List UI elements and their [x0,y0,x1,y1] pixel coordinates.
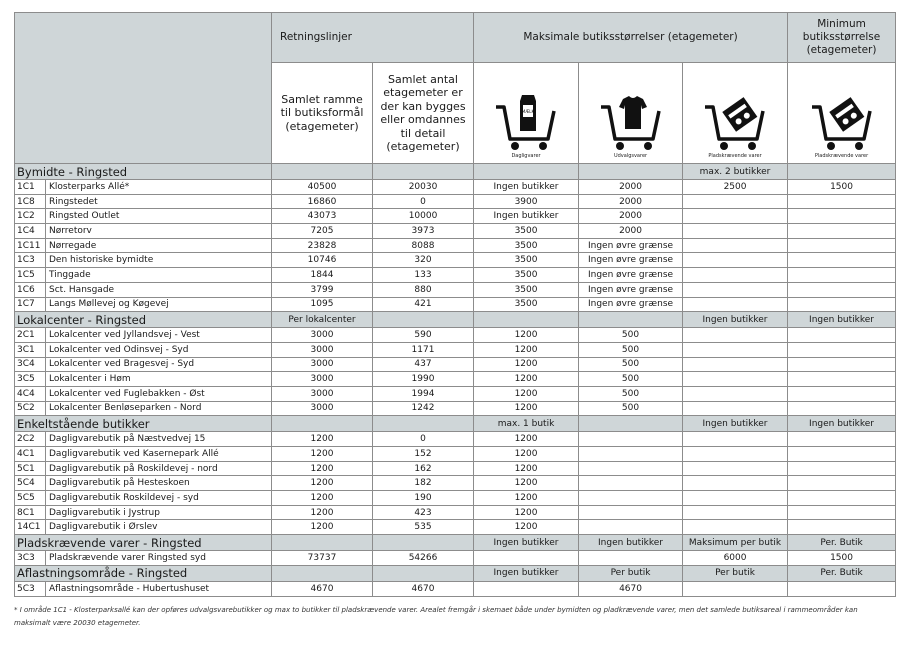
area-name: Ringsted Outlet [46,209,272,224]
table-cell [788,372,896,387]
table-cell: 500 [579,357,683,372]
table-row [15,238,896,253]
area-name: Nørregade [46,238,272,253]
table-cell [788,476,896,491]
table-cell [788,268,896,283]
area-name: Tinggade [46,268,272,283]
table-cell: Ingen øvre grænse [579,268,683,283]
section-note [272,565,373,581]
section-note [373,416,474,432]
table-cell: 3900 [474,194,579,209]
table-cell [683,461,788,476]
footnote: * I område 1C1 - Klosterparksallé kan der opføres udvalgsvarebutikker og max to butikker til pladskrævende varer. Arealet fremgår i skemaet både under bymidten og pladkrævende varer, men det samlede butiksareal i rammeområder kan maksimalt være 20030 etagemeter. [14,606,858,627]
area-name: Lokalcenter Benløseparken - Nord [46,401,272,416]
table-cell: 162 [373,461,474,476]
table-row [15,253,896,268]
milk-cart-icon [490,91,562,153]
table-cell [683,520,788,535]
table-cell [683,386,788,401]
area-name: Dagligvarebutik på Hesteskoen [46,476,272,491]
table-cell: 320 [373,253,474,268]
section-header [15,565,896,581]
header-minimum: Minimum butiksstørrelse (etagemeter) [788,13,896,63]
table-cell [683,581,788,596]
section-note: Per lokalcenter [272,312,373,328]
section-header [15,535,896,551]
icon-caption: Dagligvarer [511,153,541,159]
table-cell [683,372,788,387]
table-cell [683,224,788,239]
table-cell: 3000 [272,372,373,387]
table-cell [683,194,788,209]
table-cell [788,282,896,297]
area-name: Lokalcenter ved Jyllandsvej - Vest [46,328,272,343]
area-name: Aflastningsområde - Hubertushuset [46,581,272,596]
table-row [15,551,896,566]
table-cell: 3500 [474,297,579,312]
area-code: 14C1 [15,520,46,535]
section-header [15,164,896,180]
table-row [15,297,896,312]
section-header [15,416,896,432]
table-cell [683,401,788,416]
table-row [15,357,896,372]
table-cell: Ingen øvre grænse [579,238,683,253]
table-cell: 500 [579,401,683,416]
table-cell: 1200 [272,447,373,462]
section-note: max. 2 butikker [683,164,788,180]
area-code: 1C5 [15,268,46,283]
table-row [15,268,896,283]
table-cell: 10746 [272,253,373,268]
table-cell: 535 [373,520,474,535]
table-cell: 2000 [579,224,683,239]
section-header [15,312,896,328]
area-code: 5C3 [15,581,46,596]
section-note [272,535,373,551]
table-cell [788,297,896,312]
table-cell: 3500 [474,224,579,239]
table-row [15,505,896,520]
dagligvarer-header [474,63,579,164]
section-note [579,312,683,328]
table-cell [474,581,579,596]
table-body [15,164,896,597]
table-row [15,432,896,447]
table-cell [683,491,788,506]
table-cell: 4670 [373,581,474,596]
area-code: 1C1 [15,180,46,195]
section-note: Per. Butik [788,535,896,551]
table-row [15,342,896,357]
table-cell: 3973 [373,224,474,239]
table-cell: 1500 [788,551,896,566]
table-row [15,491,896,506]
table-cell: 4670 [579,581,683,596]
area-code: 5C5 [15,491,46,506]
section-note [579,164,683,180]
area-code: 1C2 [15,209,46,224]
table-cell: 3500 [474,238,579,253]
table-cell: 500 [579,372,683,387]
table-cell: 2500 [683,180,788,195]
area-name: Nørretorv [46,224,272,239]
table-cell [579,520,683,535]
appliance-cart-icon [699,91,771,153]
table-cell [683,476,788,491]
area-name: Dagligvarebutik på Roskildevej - nord [46,461,272,476]
table-row [15,194,896,209]
table-cell: 73737 [272,551,373,566]
table-cell: 190 [373,491,474,506]
area-code: 1C11 [15,238,46,253]
table-cell: 3000 [272,357,373,372]
section-note [788,164,896,180]
table-cell: 421 [373,297,474,312]
area-name: Den historiske bymidte [46,253,272,268]
area-name: Dagligvarebutik ved Kasernepark Allé [46,447,272,462]
table-cell: 1200 [474,461,579,476]
table-cell [579,551,683,566]
table-cell [788,238,896,253]
table-cell: 1200 [474,520,579,535]
table-cell [788,194,896,209]
table-cell: 182 [373,476,474,491]
table-cell: 423 [373,505,474,520]
table-cell: 0 [373,432,474,447]
area-name: Dagligvarebutik på Næstvedvej 15 [46,432,272,447]
table-cell: 1200 [474,476,579,491]
icon-caption: Pladskrævende varer [814,153,869,159]
table-cell: 3500 [474,253,579,268]
udvalgsvarer-header [579,63,683,164]
table-cell: 1200 [474,328,579,343]
table-cell: 1844 [272,268,373,283]
table-cell [788,253,896,268]
table-cell [683,253,788,268]
section-note: Per. Butik [788,565,896,581]
section-note: Ingen butikker [683,416,788,432]
table-cell: Ingen butikker [474,209,579,224]
table-cell: 6000 [683,551,788,566]
area-name: Dagligvarebutik i Jystrup [46,505,272,520]
table-cell [788,357,896,372]
table-row [15,282,896,297]
area-name: Pladskrævende varer Ringsted syd [46,551,272,566]
table-row [15,372,896,387]
table-cell: Ingen øvre grænse [579,297,683,312]
table-cell: 133 [373,268,474,283]
appliance-cart-icon [806,91,878,153]
area-name: Dagligvarebutik Roskildevej - syd [46,491,272,506]
area-code: 3C3 [15,551,46,566]
table-cell: 1200 [474,491,579,506]
table-cell [788,505,896,520]
area-name: Lokalcenter ved Odinsvej - Syd [46,342,272,357]
section-note [373,312,474,328]
area-code: 2C2 [15,432,46,447]
table-cell: 1200 [272,476,373,491]
milk-label: MÆLK [521,109,535,114]
area-code: 4C4 [15,386,46,401]
section-title: Enkeltstående butikker [15,416,272,432]
section-note: Maksimum per butik [683,535,788,551]
section-note: Per butik [683,565,788,581]
section-note [373,164,474,180]
table-cell: 3000 [272,386,373,401]
table-cell [579,461,683,476]
table-row [15,224,896,239]
header-retningslinjer: Retningslinjer [272,13,474,63]
table-cell [683,432,788,447]
section-note: Ingen butikker [474,565,579,581]
table-cell: Ingen øvre grænse [579,253,683,268]
table-row [15,180,896,195]
table-cell: 3500 [474,282,579,297]
section-title: Pladskrævende varer - Ringsted [15,535,272,551]
table-cell [579,505,683,520]
section-title: Lokalcenter - Ringsted [15,312,272,328]
area-code: 5C2 [15,401,46,416]
table-cell [683,357,788,372]
area-code: 1C3 [15,253,46,268]
area-code: 2C1 [15,328,46,343]
table-cell [788,328,896,343]
table-row [15,476,896,491]
header-samlet-ramme: Samlet ramme til butiksformål (etagemeter) [272,63,373,164]
table-cell: 1200 [474,357,579,372]
table-cell: 1242 [373,401,474,416]
table-cell [788,491,896,506]
table-cell [788,581,896,596]
table-cell [474,551,579,566]
table-cell: 1990 [373,372,474,387]
retail-table [14,12,896,597]
area-code: 8C1 [15,505,46,520]
section-note: Ingen butikker [683,312,788,328]
table-cell: 500 [579,328,683,343]
table-cell [788,224,896,239]
table-cell: 16860 [272,194,373,209]
area-name: Klosterparks Allé* [46,180,272,195]
table-cell [788,461,896,476]
table-cell: 500 [579,386,683,401]
area-code: 3C4 [15,357,46,372]
table-cell: Ingen øvre grænse [579,282,683,297]
table-cell [788,386,896,401]
table-cell [788,447,896,462]
table-cell: 1500 [788,180,896,195]
table-cell: 1171 [373,342,474,357]
section-note: max. 1 butik [474,416,579,432]
table-row [15,447,896,462]
table-cell: 40500 [272,180,373,195]
table-row [15,386,896,401]
table-cell: 3000 [272,328,373,343]
table-cell: 23828 [272,238,373,253]
table-cell: 1200 [474,401,579,416]
section-note [474,164,579,180]
header-samlet-antal: Samlet antal etagemeter er der kan bygges eller omdannes til detail (etagemeter) [373,63,474,164]
table-cell [683,238,788,253]
table-cell [683,268,788,283]
header-maksimale: Maksimale butiksstørrelser (etagemeter) [474,13,788,63]
table-cell [683,505,788,520]
area-name: Sct. Hansgade [46,282,272,297]
area-name: Langs Møllevej og Køgevej [46,297,272,312]
table-row [15,328,896,343]
section-note: Per butik [579,565,683,581]
table-cell [683,209,788,224]
area-code: 1C8 [15,194,46,209]
table-cell: 2000 [579,209,683,224]
table-cell [579,476,683,491]
section-note: Ingen butikker [788,312,896,328]
table-cell: 8088 [373,238,474,253]
table-cell [579,432,683,447]
area-code: 3C5 [15,372,46,387]
table-cell: 10000 [373,209,474,224]
icon-caption: Udvalgsvarer [613,153,648,159]
table-cell: 590 [373,328,474,343]
area-name: Lokalcenter i Høm [46,372,272,387]
area-code: 5C4 [15,476,46,491]
area-code: 1C6 [15,282,46,297]
area-code: 4C1 [15,447,46,462]
table-cell: 3500 [474,268,579,283]
icon-caption: Pladskrævende varer [708,153,762,159]
table-cell: 1200 [272,491,373,506]
section-note [272,164,373,180]
section-note: Ingen butikker [474,535,579,551]
pladskraevende-min-header [788,63,896,164]
table-cell [788,342,896,357]
table-cell: 1200 [474,386,579,401]
table-row [15,520,896,535]
section-note [373,535,474,551]
table-row [15,461,896,476]
table-cell: 20030 [373,180,474,195]
table-cell: 1200 [474,432,579,447]
table-cell: 1200 [272,432,373,447]
table-cell: 1200 [272,461,373,476]
table-cell: 3799 [272,282,373,297]
table-cell: Ingen butikker [474,180,579,195]
table-cell: 7205 [272,224,373,239]
table-cell: 1994 [373,386,474,401]
area-code: 1C7 [15,297,46,312]
table-cell: 152 [373,447,474,462]
table-cell: 1200 [474,342,579,357]
table-cell: 1200 [272,505,373,520]
area-code: 1C4 [15,224,46,239]
table-cell: 1095 [272,297,373,312]
table-cell [683,282,788,297]
table-cell [788,401,896,416]
area-code: 3C1 [15,342,46,357]
table-cell [683,447,788,462]
section-note [474,312,579,328]
section-title: Bymidte - Ringsted [15,164,272,180]
area-name: Lokalcenter ved Bragesvej - Syd [46,357,272,372]
table-cell: 3000 [272,401,373,416]
pladskraevende-max-header [683,63,788,164]
table-cell [788,520,896,535]
table-cell [683,342,788,357]
table-row [15,401,896,416]
table-cell: 3000 [272,342,373,357]
section-note [373,565,474,581]
table-cell: 437 [373,357,474,372]
table-cell: 1200 [474,372,579,387]
section-note [272,416,373,432]
table-cell [579,491,683,506]
table-row [15,209,896,224]
table-cell: 4670 [272,581,373,596]
area-name: Ringstedet [46,194,272,209]
table-cell: 2000 [579,180,683,195]
section-note: Ingen butikker [788,416,896,432]
table-cell: 1200 [474,447,579,462]
table-cell [579,447,683,462]
area-code: 5C1 [15,461,46,476]
table-cell: 1200 [272,520,373,535]
area-name: Lokalcenter ved Fuglebakken - Øst [46,386,272,401]
area-name: Dagligvarebutik i Ørslev [46,520,272,535]
section-note [579,416,683,432]
section-note: Ingen butikker [579,535,683,551]
table-cell [788,432,896,447]
table-cell: 500 [579,342,683,357]
table-cell: 2000 [579,194,683,209]
header-corner [15,13,272,164]
table-cell [683,328,788,343]
table-row [15,581,896,596]
table-cell: 43073 [272,209,373,224]
tshirt-cart-icon [595,91,667,153]
table-cell: 1200 [474,505,579,520]
table-cell: 880 [373,282,474,297]
table-cell: 0 [373,194,474,209]
table-cell [683,297,788,312]
table-cell [788,209,896,224]
section-title: Aflastningsområde - Ringsted [15,565,272,581]
table-cell: 54266 [373,551,474,566]
